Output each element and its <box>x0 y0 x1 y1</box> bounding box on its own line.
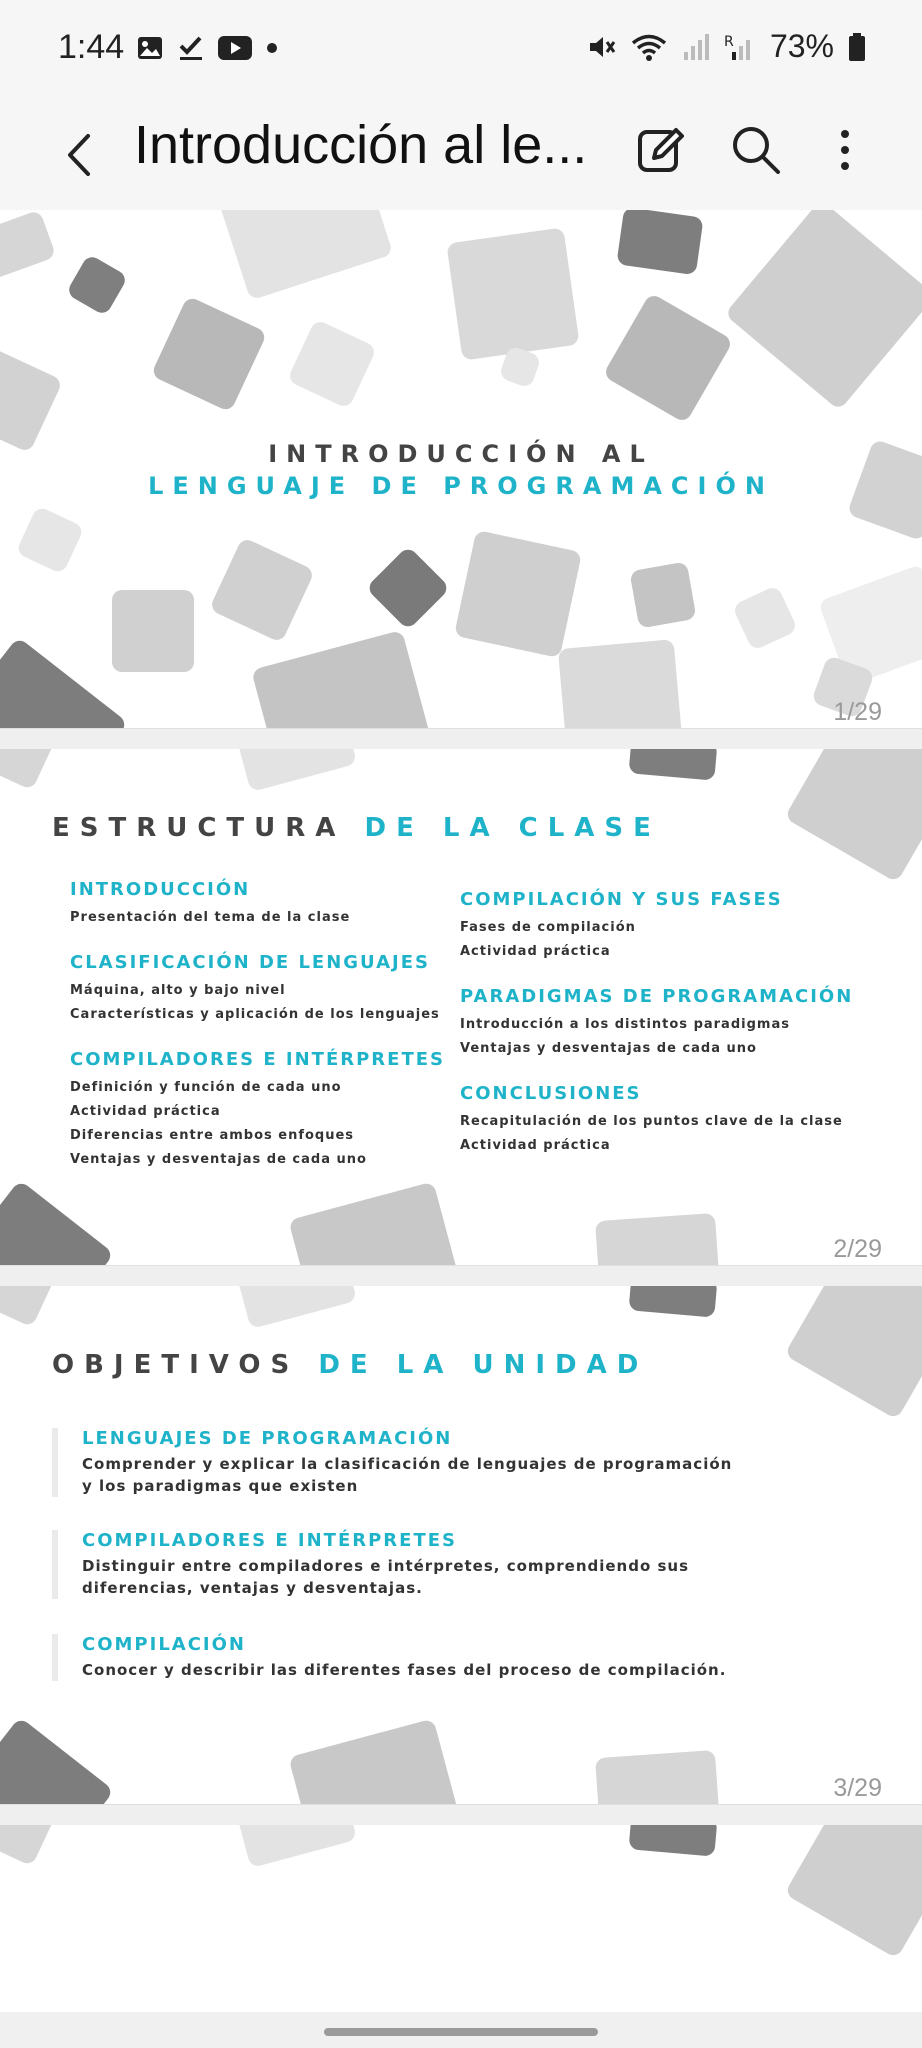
navigation-bar <box>0 2012 922 2048</box>
notification-icons <box>136 34 278 62</box>
slide-4[interactable] <box>0 1825 922 2012</box>
signal-icon <box>682 32 710 62</box>
decor-square <box>784 749 922 883</box>
agenda-heading: PARADIGMAS DE PROGRAMACIÓN <box>460 986 854 1007</box>
decor-square <box>629 749 718 781</box>
decor-square <box>595 1213 721 1265</box>
decor-square <box>784 1286 922 1420</box>
slide-3[interactable] <box>0 1286 922 1804</box>
agenda-item: Máquina, alto y bajo nivel <box>70 983 286 998</box>
agenda-item: Ventajas y desventajas de cada uno <box>70 1152 367 1167</box>
svg-text:R: R <box>723 33 734 50</box>
page-separator <box>0 1804 922 1826</box>
objective-item <box>52 1428 742 1497</box>
agenda-item: Recapitulación de los puntos clave de la clase <box>460 1114 843 1129</box>
objective-text: Conocer y describir las diferentes fases del proceso de compilación. <box>82 1661 727 1679</box>
agenda-item: Diferencias entre ambos enfoques <box>70 1128 355 1143</box>
agenda-block <box>70 1049 450 1172</box>
decor-square <box>454 530 582 658</box>
decor-square <box>15 505 84 574</box>
objective-item <box>52 1634 742 1681</box>
search-button[interactable] <box>726 120 786 180</box>
objective-text: Distinguir entre compiladores e intérpretes, comprendiendo sus diferencias, ventajas y desventajas. <box>82 1557 690 1597</box>
decor-square <box>0 1286 62 1328</box>
section-title-dark: OBJETIVOS <box>52 1350 300 1380</box>
page-number: 1/29 <box>833 698 882 726</box>
section-title <box>52 1350 648 1380</box>
agenda-item: Ventajas y desventajas de cada uno <box>460 1041 757 1056</box>
agenda-item: Introducción a los distintos paradigmas <box>460 1017 790 1032</box>
agenda-block <box>460 1083 860 1158</box>
document-title: Introducción al le... <box>134 115 588 175</box>
agenda-item: Actividad práctica <box>70 1104 221 1119</box>
decor-square <box>558 639 682 728</box>
agenda-right-column <box>460 889 860 1180</box>
system-icons <box>586 28 866 65</box>
youtube-icon <box>218 35 252 61</box>
objective-item <box>52 1530 742 1599</box>
slide-1[interactable] <box>0 210 922 728</box>
decor-square <box>724 210 922 411</box>
decor-square <box>602 292 733 423</box>
agenda-heading: INTRODUCCIÓN <box>70 879 251 900</box>
wifi-icon <box>630 32 668 62</box>
agenda-item: Actividad práctica <box>460 944 611 959</box>
decor-square <box>233 1286 357 1329</box>
objective-heading: COMPILADORES E INTÉRPRETES <box>82 1530 457 1551</box>
objective-heading: COMPILACIÓN <box>82 1634 246 1655</box>
back-button[interactable] <box>52 118 122 188</box>
decor-square <box>629 561 696 628</box>
decor-square <box>151 296 268 413</box>
agenda-heading: CONCLUSIONES <box>460 1083 642 1104</box>
section-title <box>52 813 661 843</box>
decor-square <box>251 630 433 728</box>
section-title-cyan: DE LA UNIDAD <box>318 1350 649 1380</box>
page-number: 3/29 <box>833 1774 882 1802</box>
agenda-item: Definición y función de cada uno <box>70 1080 342 1095</box>
page-separator <box>0 728 922 750</box>
agenda-heading: CLASIFICACIÓN DE LENGUAJES <box>70 952 431 973</box>
agenda-heading: COMPILADORES E INTÉRPRETES <box>70 1049 445 1070</box>
signal-icon <box>724 32 756 62</box>
decor-square <box>0 210 56 280</box>
image-icon <box>136 34 164 62</box>
battery-percent: 73% <box>769 28 834 64</box>
dot-icon <box>266 42 278 54</box>
agenda-block <box>460 889 860 964</box>
app-bar <box>0 100 922 211</box>
decor-square <box>732 585 798 651</box>
mute-icon <box>586 32 616 62</box>
back-icon <box>52 118 122 188</box>
page-number: 2/29 <box>833 1235 882 1263</box>
agenda-block <box>460 986 860 1061</box>
decor-square <box>0 749 62 791</box>
agenda-item: Características y aplicación de los lenguajes <box>70 1007 440 1022</box>
decor-square <box>66 254 129 317</box>
decor-square <box>784 1825 922 1959</box>
decor-square <box>616 210 703 275</box>
agenda-block <box>70 952 450 1027</box>
more-icon <box>820 120 870 180</box>
agenda-item: Actividad práctica <box>460 1138 611 1153</box>
check-icon <box>178 34 204 62</box>
slide-title-line2: LENGUAJE DE PROGRAMACIÓN <box>148 472 774 500</box>
decor-square <box>446 227 579 360</box>
search-icon <box>726 120 786 180</box>
decor-square <box>217 210 394 300</box>
objective-text: Comprender y explicar la clasificación de lenguajes de programación y los paradigmas que existen <box>82 1455 733 1495</box>
decor-square <box>629 1825 718 1857</box>
objective-heading: LENGUAJES DE PROGRAMACIÓN <box>82 1428 453 1449</box>
decor-square <box>233 749 357 792</box>
agenda-left-column <box>70 879 450 1194</box>
more-options-button[interactable] <box>820 120 870 180</box>
battery-icon <box>848 32 866 62</box>
agenda-item: Fases de compilación <box>460 920 636 935</box>
agenda-heading: COMPILACIÓN Y SUS FASES <box>460 889 783 910</box>
decor-square <box>112 590 194 672</box>
slide-2[interactable] <box>0 749 922 1265</box>
page-separator <box>0 1265 922 1287</box>
agenda-block <box>70 879 450 930</box>
decor-square <box>0 1825 62 1867</box>
decor-square <box>287 319 377 409</box>
edit-icon <box>632 120 692 180</box>
agenda-item: Presentación del tema de la clase <box>70 910 351 925</box>
decor-square <box>629 1286 718 1318</box>
slide-title-line1: INTRODUCCIÓN AL <box>268 440 654 468</box>
decor-square <box>209 537 315 643</box>
status-bar <box>0 0 922 100</box>
decor-square <box>366 546 451 631</box>
status-time: 1:44 <box>58 28 125 66</box>
decor-square <box>0 637 128 728</box>
decor-square <box>233 1825 357 1868</box>
section-title-dark: ESTRUCTURA <box>52 813 346 843</box>
decor-square <box>288 1718 461 1804</box>
edit-button[interactable] <box>632 120 692 180</box>
decor-square <box>0 347 63 453</box>
home-indicator[interactable] <box>324 2028 598 2036</box>
section-title-cyan: DE LA CLASE <box>364 813 661 843</box>
decor-square <box>595 1750 721 1804</box>
decor-square <box>0 1717 114 1804</box>
